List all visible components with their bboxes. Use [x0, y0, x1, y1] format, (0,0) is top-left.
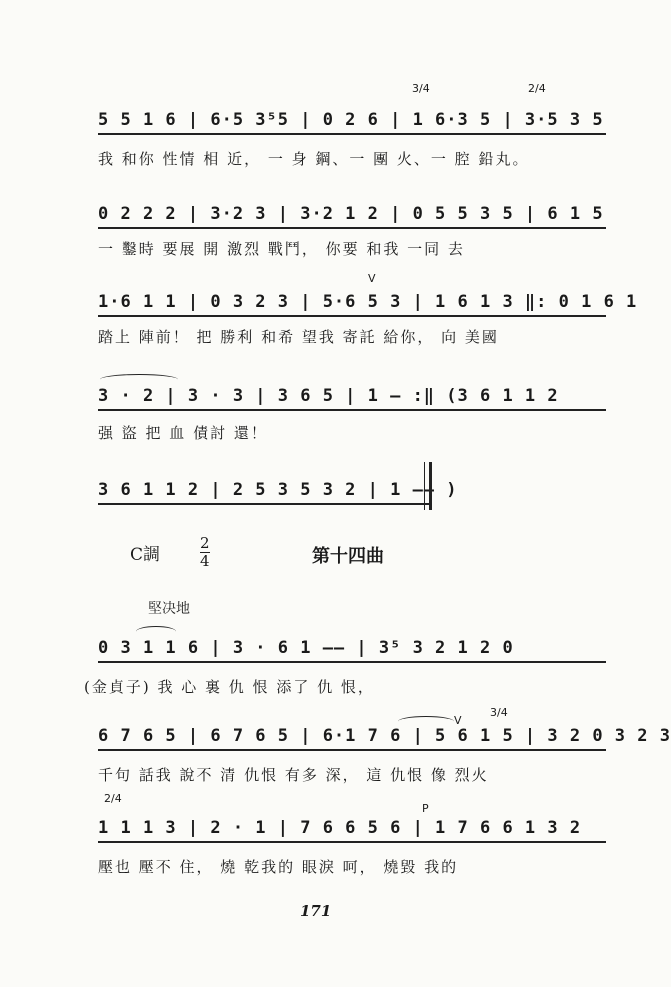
final-barline — [424, 462, 432, 510]
notation-line: 0 3 1 1 6 | 3 · 6 1 —— | 3⁵ 3 2 1 2 0 — [98, 638, 606, 663]
lyric-line: 壓也 壓不 住， 燒 乾我的 眼淚 呵， 燒毀 我的 — [98, 858, 459, 876]
time-change-mark: 2/4 — [104, 792, 122, 805]
piece-title: 第十四曲 — [312, 546, 384, 567]
dynamic-mark: P — [422, 802, 429, 815]
lyric-line: (金貞子) 我 心 裏 仇 恨 添了 仇 恨， — [84, 678, 375, 696]
notation-line: 5 5 1 6 | 6·5 3⁵5 | 0 2 6 | 1 6·3 5 | 3·5 3 5 — [98, 110, 606, 135]
lyric-line: 我 和你 性情 相 近， 一 身 鋼、一 團 火、一 腔 鉛丸。 — [98, 150, 530, 168]
notation-line: 3 · 2 | 3 · 3 | 3 6 5 | 1 — :‖ (3 6 1 1 2 — [98, 386, 606, 411]
notation-line: 1 1 1 3 | 2 · 1 | 7 6 6 5 6 | 1 7 6 6 1 3 2 — [98, 818, 606, 843]
slur-mark — [100, 374, 178, 385]
tempo-marking: 堅决地 — [148, 601, 190, 617]
key-signature: C調 — [130, 545, 161, 565]
notation-line: 3 6 1 1 2 | 2 5 3 5 3 2 | 1 —— ) — [98, 480, 430, 505]
time-change-mark: 2/4 — [528, 82, 546, 95]
notation-line: 6 7 6 5 | 6 7 6 5 | 6·1 7 6 | 5 6 1 5 | 3 2 0 3 2 3 — [98, 726, 606, 751]
breath-mark: V — [368, 272, 376, 285]
time-signature-bottom: 4 — [200, 552, 210, 570]
time-change-mark: 3/4 — [490, 706, 508, 719]
notation-line: 0 2 2 2 | 3·2 3 | 3·2 1 2 | 0 5 5 3 5 | 6 1 5 — [98, 204, 606, 229]
time-signature-top: 2 — [200, 534, 210, 552]
lyric-line: 强 盜 把 血 債討 還！ — [98, 424, 268, 442]
lyric-line: 千句 話我 說不 清 仇恨 有多 深， 這 仇恨 像 烈火 — [98, 766, 489, 784]
time-change-mark: 3/4 — [412, 82, 430, 95]
lyric-line: 踏上 陣前！ 把 勝利 和希 望我 寄託 給你， 向 美國 — [98, 328, 499, 346]
page-number: 171 — [300, 902, 332, 920]
breath-mark: V — [454, 714, 462, 727]
lyric-line: 一 鑿時 要展 開 激烈 戰鬥， 你要 和我 一同 去 — [98, 240, 465, 258]
notation-line: 1·6 1 1 | 0 3 2 3 | 5·6 5 3 | 1 6 1 3 ‖: 0 1 6 1 — [98, 292, 606, 317]
time-signature — [200, 536, 210, 569]
slur-mark — [136, 626, 176, 637]
